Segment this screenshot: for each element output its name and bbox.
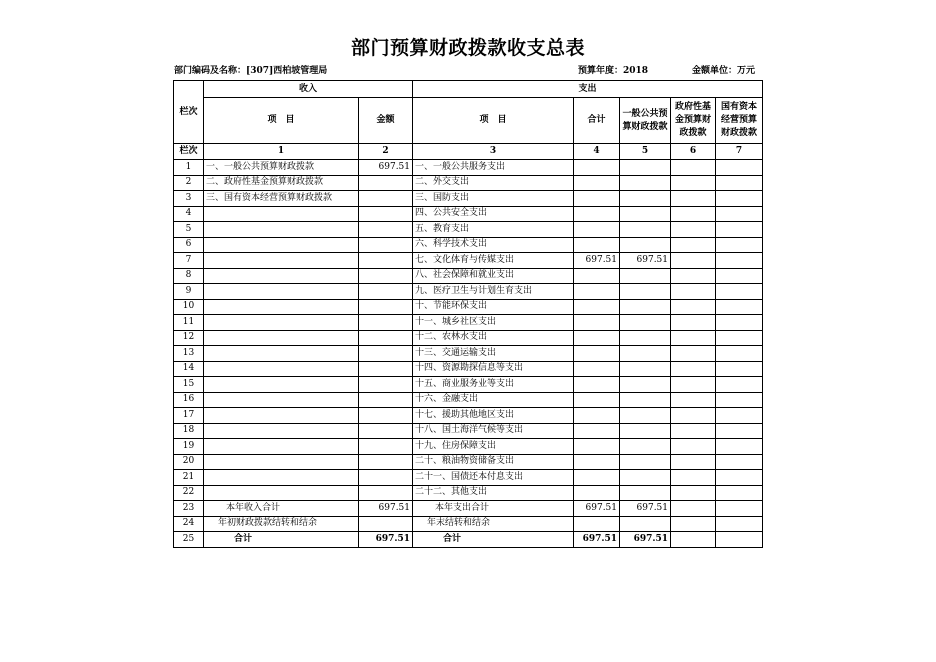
expense-fund xyxy=(671,377,716,393)
income-item xyxy=(204,330,359,346)
expense-item: 十三、交通运输支出 xyxy=(413,346,574,362)
expense-general xyxy=(620,392,671,408)
col-number-label: 栏次 xyxy=(174,144,204,160)
income-item: 三、国有资本经营预算财政拨款 xyxy=(204,191,359,207)
income-amount xyxy=(359,454,413,470)
expense-fund xyxy=(671,206,716,222)
expense-total xyxy=(574,392,620,408)
income-item xyxy=(204,237,359,253)
income-item: 年初财政拨款结转和结余 xyxy=(204,516,359,532)
budget-year-label: 预算年度：2018 xyxy=(578,66,649,76)
expense-soe xyxy=(716,299,763,315)
table-row xyxy=(174,299,763,315)
income-item xyxy=(204,361,359,377)
expense-general xyxy=(620,315,671,331)
row-number: 12 xyxy=(174,330,204,346)
expense-total xyxy=(574,485,620,501)
income-amount xyxy=(359,299,413,315)
expense-general: 697.51 xyxy=(620,501,671,517)
table-row xyxy=(174,191,763,207)
income-item xyxy=(204,268,359,284)
expense-item: 一、一般公共服务支出 xyxy=(413,160,574,176)
expense-soe xyxy=(716,330,763,346)
expense-soe xyxy=(716,160,763,176)
income-amount xyxy=(359,191,413,207)
expense-general xyxy=(620,377,671,393)
row-number: 17 xyxy=(174,408,204,424)
income-amount xyxy=(359,516,413,532)
col-number: 7 xyxy=(716,144,763,160)
table-row xyxy=(174,160,763,176)
expense-general xyxy=(620,439,671,455)
budget-table xyxy=(173,80,763,548)
income-item xyxy=(204,485,359,501)
income-amount xyxy=(359,315,413,331)
expense-soe xyxy=(716,439,763,455)
row-number: 6 xyxy=(174,237,204,253)
income-amount xyxy=(359,253,413,269)
income-item xyxy=(204,439,359,455)
expense-soe xyxy=(716,485,763,501)
expense-total xyxy=(574,377,620,393)
table-row xyxy=(174,315,763,331)
income-amount xyxy=(359,392,413,408)
income-amount: 697.51 xyxy=(359,532,413,548)
expense-fund xyxy=(671,268,716,284)
department-label: 部门编码及名称：[307]西柏坡管理局 xyxy=(174,66,328,76)
table-row xyxy=(174,222,763,238)
expense-fund xyxy=(671,408,716,424)
row-number: 23 xyxy=(174,501,204,517)
expense-item: 本年支出合计 xyxy=(413,501,574,517)
expense-soe xyxy=(716,206,763,222)
expense-total xyxy=(574,191,620,207)
income-item xyxy=(204,206,359,222)
expense-item: 九、医疗卫生与计划生育支出 xyxy=(413,284,574,300)
expense-soe xyxy=(716,175,763,191)
table-row xyxy=(174,454,763,470)
expense-item: 合计 xyxy=(413,532,574,548)
expense-total xyxy=(574,160,620,176)
table-row xyxy=(174,206,763,222)
expense-fund xyxy=(671,361,716,377)
income-amount: 697.51 xyxy=(359,501,413,517)
expense-item: 十二、农林水支出 xyxy=(413,330,574,346)
income-item xyxy=(204,454,359,470)
expense-fund xyxy=(671,392,716,408)
row-number: 1 xyxy=(174,160,204,176)
expense-item: 七、文化体育与传媒支出 xyxy=(413,253,574,269)
expense-soe xyxy=(716,361,763,377)
income-amount xyxy=(359,361,413,377)
expense-fund xyxy=(671,175,716,191)
table-row xyxy=(174,392,763,408)
header-expense-total: 合计 xyxy=(574,98,620,144)
row-number: 8 xyxy=(174,268,204,284)
income-amount xyxy=(359,470,413,486)
income-item xyxy=(204,423,359,439)
expense-total xyxy=(574,470,620,486)
table-row xyxy=(174,532,763,548)
row-number: 3 xyxy=(174,191,204,207)
row-number: 13 xyxy=(174,346,204,362)
expense-soe xyxy=(716,516,763,532)
income-item: 本年收入合计 xyxy=(204,501,359,517)
table-row xyxy=(174,361,763,377)
row-number: 11 xyxy=(174,315,204,331)
expense-general xyxy=(620,160,671,176)
income-item: 二、政府性基金预算财政拨款 xyxy=(204,175,359,191)
income-item xyxy=(204,253,359,269)
expense-general xyxy=(620,516,671,532)
expense-total xyxy=(574,346,620,362)
expense-total xyxy=(574,454,620,470)
expense-fund xyxy=(671,470,716,486)
income-amount xyxy=(359,284,413,300)
income-amount xyxy=(359,175,413,191)
expense-item: 十五、商业服务业等支出 xyxy=(413,377,574,393)
expense-total: 697.51 xyxy=(574,532,620,548)
expense-total xyxy=(574,284,620,300)
expense-item: 十四、资源勘探信息等支出 xyxy=(413,361,574,377)
table-row xyxy=(174,501,763,517)
income-item xyxy=(204,377,359,393)
expense-general xyxy=(620,454,671,470)
expense-soe xyxy=(716,501,763,517)
col-number: 2 xyxy=(359,144,413,160)
expense-general xyxy=(620,485,671,501)
expense-fund xyxy=(671,284,716,300)
expense-total xyxy=(574,175,620,191)
table-row xyxy=(174,470,763,486)
expense-general xyxy=(620,237,671,253)
col-number: 5 xyxy=(620,144,671,160)
expense-soe xyxy=(716,222,763,238)
expense-general xyxy=(620,268,671,284)
table-row xyxy=(174,377,763,393)
income-item xyxy=(204,299,359,315)
header-income-item: 项 目 xyxy=(204,98,359,144)
header-income-amount: 金额 xyxy=(359,98,413,144)
row-number: 18 xyxy=(174,423,204,439)
col-number: 1 xyxy=(204,144,359,160)
expense-soe xyxy=(716,346,763,362)
page-title: 部门预算财政拨款收支总表 xyxy=(350,37,585,59)
expense-fund xyxy=(671,315,716,331)
expense-item: 二十二、其他支出 xyxy=(413,485,574,501)
col-number: 3 xyxy=(413,144,574,160)
income-amount xyxy=(359,222,413,238)
income-amount xyxy=(359,377,413,393)
header-expense-group: 支出 xyxy=(413,81,763,98)
expense-fund xyxy=(671,454,716,470)
income-amount: 697.51 xyxy=(359,160,413,176)
row-number: 21 xyxy=(174,470,204,486)
table-row xyxy=(174,423,763,439)
expense-soe xyxy=(716,408,763,424)
expense-item: 十七、援助其他地区支出 xyxy=(413,408,574,424)
expense-fund xyxy=(671,439,716,455)
expense-general xyxy=(620,423,671,439)
expense-general xyxy=(620,330,671,346)
header-expense-fund: 政府性基金预算财政拨款 xyxy=(671,98,716,144)
expense-fund xyxy=(671,237,716,253)
expense-item: 六、科学技术支出 xyxy=(413,237,574,253)
header-income-group: 收入 xyxy=(204,81,413,98)
income-item xyxy=(204,408,359,424)
expense-soe xyxy=(716,253,763,269)
expense-item: 年末结转和结余 xyxy=(413,516,574,532)
income-item xyxy=(204,346,359,362)
expense-total xyxy=(574,516,620,532)
expense-soe xyxy=(716,284,763,300)
expense-general: 697.51 xyxy=(620,253,671,269)
expense-soe xyxy=(716,268,763,284)
expense-soe xyxy=(716,191,763,207)
col-number: 4 xyxy=(574,144,620,160)
expense-item: 十一、城乡社区支出 xyxy=(413,315,574,331)
row-number: 2 xyxy=(174,175,204,191)
expense-general xyxy=(620,175,671,191)
table-row xyxy=(174,268,763,284)
table-row xyxy=(174,346,763,362)
expense-soe xyxy=(716,454,763,470)
row-number: 9 xyxy=(174,284,204,300)
expense-total xyxy=(574,268,620,284)
table-row xyxy=(174,237,763,253)
expense-general xyxy=(620,361,671,377)
expense-item: 二、外交支出 xyxy=(413,175,574,191)
expense-fund xyxy=(671,532,716,548)
expense-item: 十八、国土海洋气候等支出 xyxy=(413,423,574,439)
expense-soe xyxy=(716,377,763,393)
income-amount xyxy=(359,268,413,284)
table-row xyxy=(174,330,763,346)
table-row xyxy=(174,485,763,501)
expense-fund xyxy=(671,501,716,517)
expense-total xyxy=(574,439,620,455)
expense-total xyxy=(574,423,620,439)
income-amount xyxy=(359,206,413,222)
expense-soe xyxy=(716,237,763,253)
row-number: 24 xyxy=(174,516,204,532)
row-number: 7 xyxy=(174,253,204,269)
expense-soe xyxy=(716,315,763,331)
income-item xyxy=(204,222,359,238)
income-item xyxy=(204,392,359,408)
expense-item: 五、教育支出 xyxy=(413,222,574,238)
row-number: 20 xyxy=(174,454,204,470)
expense-fund xyxy=(671,160,716,176)
income-item: 一、一般公共预算财政拨款 xyxy=(204,160,359,176)
expense-general xyxy=(620,206,671,222)
income-amount xyxy=(359,237,413,253)
expense-general xyxy=(620,470,671,486)
expense-total xyxy=(574,408,620,424)
expense-total xyxy=(574,315,620,331)
expense-item: 二十、粮油物资储备支出 xyxy=(413,454,574,470)
header-expense-soe: 国有资本经营预算财政拨款 xyxy=(716,98,763,144)
table-row xyxy=(174,516,763,532)
expense-fund xyxy=(671,423,716,439)
expense-total xyxy=(574,330,620,346)
col-number: 6 xyxy=(671,144,716,160)
header-expense-general: 一般公共预算财政拨款 xyxy=(620,98,671,144)
income-item: 合计 xyxy=(204,532,359,548)
row-number: 14 xyxy=(174,361,204,377)
table-row xyxy=(174,284,763,300)
income-amount xyxy=(359,330,413,346)
row-number: 10 xyxy=(174,299,204,315)
expense-item: 八、社会保障和就业支出 xyxy=(413,268,574,284)
expense-soe xyxy=(716,470,763,486)
income-amount xyxy=(359,346,413,362)
expense-fund xyxy=(671,516,716,532)
expense-soe xyxy=(716,532,763,548)
table-row xyxy=(174,408,763,424)
expense-general xyxy=(620,346,671,362)
row-number: 22 xyxy=(174,485,204,501)
amount-unit-label: 金额单位：万元 xyxy=(692,66,756,76)
expense-item: 十九、住房保障支出 xyxy=(413,439,574,455)
income-item xyxy=(204,470,359,486)
expense-fund xyxy=(671,346,716,362)
income-item xyxy=(204,284,359,300)
row-number: 15 xyxy=(174,377,204,393)
row-number: 4 xyxy=(174,206,204,222)
expense-fund xyxy=(671,330,716,346)
income-amount xyxy=(359,408,413,424)
income-amount xyxy=(359,439,413,455)
expense-general xyxy=(620,408,671,424)
expense-total xyxy=(574,361,620,377)
expense-total xyxy=(574,237,620,253)
expense-total xyxy=(574,222,620,238)
expense-item: 三、国防支出 xyxy=(413,191,574,207)
expense-general xyxy=(620,222,671,238)
expense-total: 697.51 xyxy=(574,501,620,517)
header-expense-item: 项 目 xyxy=(413,98,574,144)
expense-total: 697.51 xyxy=(574,253,620,269)
expense-soe xyxy=(716,423,763,439)
expense-item: 二十一、国债还本付息支出 xyxy=(413,470,574,486)
expense-soe xyxy=(716,392,763,408)
header-row-label: 栏次 xyxy=(174,81,204,144)
row-number: 16 xyxy=(174,392,204,408)
expense-general xyxy=(620,191,671,207)
expense-item: 十六、金融支出 xyxy=(413,392,574,408)
expense-fund xyxy=(671,299,716,315)
expense-total xyxy=(574,299,620,315)
income-item xyxy=(204,315,359,331)
table-row xyxy=(174,253,763,269)
row-number: 19 xyxy=(174,439,204,455)
expense-total xyxy=(574,206,620,222)
income-amount xyxy=(359,485,413,501)
expense-general: 697.51 xyxy=(620,532,671,548)
expense-fund xyxy=(671,191,716,207)
income-amount xyxy=(359,423,413,439)
row-number: 25 xyxy=(174,532,204,548)
expense-fund xyxy=(671,222,716,238)
row-number: 5 xyxy=(174,222,204,238)
expense-item: 十、节能环保支出 xyxy=(413,299,574,315)
expense-fund xyxy=(671,253,716,269)
table-row xyxy=(174,175,763,191)
expense-item: 四、公共安全支出 xyxy=(413,206,574,222)
expense-general xyxy=(620,299,671,315)
expense-general xyxy=(620,284,671,300)
expense-fund xyxy=(671,485,716,501)
table-row xyxy=(174,439,763,455)
